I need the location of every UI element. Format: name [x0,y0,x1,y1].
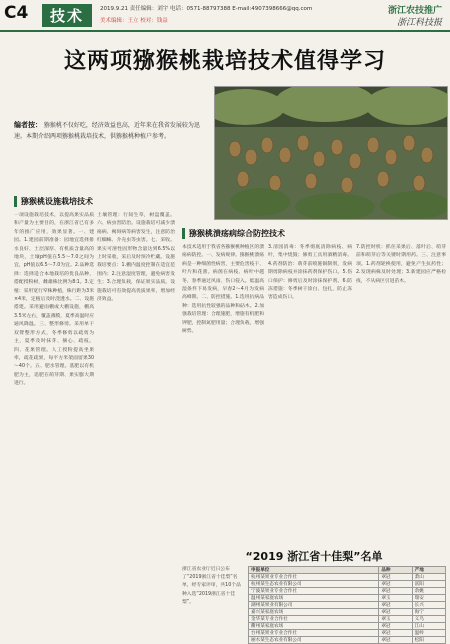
table-cell: 翠冠 [379,623,412,630]
table-cell: 宁波某果业专业合作社 [249,588,379,595]
table-cell: 富阳 [412,581,445,588]
pear-list-table [248,566,446,644]
table-cell: 江山 [412,623,445,630]
article-column-3: 本技术适用于我省各猕猴桃种植区的溃疡病防控。一、发病规律。猕猴桃溃疡病是一种细菌性病害，主要危害枝干、叶片和花蕾。病菌在病枝、病叶中越冬，春季通过风雨、伤口侵入。低温高湿条件下易发病，早春2～4月为发病高峰期。二、防控措施。1.选用抗病品种：选用抗性较强的品种和砧木。2.加强栽培管理：合理施肥，增施有机肥和钾肥，控制氮肥用量；合理负载，增强树势。 [182,245,264,335]
table-cell: 瑞安 [412,595,445,602]
kiwi-orchard-photo [214,86,448,220]
section-title-facility: 猕猴桃设施栽培技术 [14,196,93,207]
table-cell: 丽水某生态农业有限公司 [249,637,379,644]
header-divider [0,30,450,32]
table-cell: 余姚 [412,588,445,595]
table-cell: 湖州某果业有限公司 [249,602,379,609]
editor-text: 猕猴桃不仅好吃，经济效益也高，近年来在我省发展较为迅速。本期介绍两项猕猴桃栽培技术，供猕猴桃种植户参考。 [14,122,200,140]
article-column-5: 7.防控时机：抓住采果后、落叶后、萌芽前和萌芽后等关键时期用药。三、注意事项。1.药剂轮换使用，避免产生抗药性；2.发现病株及时处理；3.新建园应严格检疫，不从病区引进苗木。 [356,245,446,284]
table-cell: 温州某家庭农场 [249,595,379,602]
table-cell: 衢州某家庭农场 [249,623,379,630]
table-cell: 品种 [379,567,412,574]
table-row [249,609,446,616]
table-cell: 杭州某果业专业合作社 [249,574,379,581]
table-row [249,602,446,609]
table-cell: 翠玉 [379,616,412,623]
section-name: 技术 [42,4,92,27]
table-row [249,623,446,630]
table-cell: 翠玉 [379,595,412,602]
table-cell: 翠冠 [379,588,412,595]
table-cell: 产地 [412,567,445,574]
table-row [249,630,446,637]
table-cell: 翠冠 [379,574,412,581]
table-row [249,595,446,602]
table-cell: 义乌 [412,616,445,623]
table-row [249,637,446,644]
table-cell: 海宁 [412,609,445,616]
article-column-1: 一项设施栽培技术，以提高果实品质和产量为主要目的，在浙江省已有多年的推广应用，效果显著。一、建园。1.建园前期准备：园地宜选择排水良好、土层深厚、有机质含量高的地块，土壤pH值在5.5～7.0之间为宜，pH值以6.5～7.0为宜。2.品种选择：选择适合本地栽培的优良品种，搭配授粉树，雌雄株比例为8∶1。3.定植：采用宽行窄株种植，株行距为3米×4米，定植后及时浇透水。二、设施搭建。采用避雨棚或大棚设施，棚高3.5米左右，覆盖薄膜，夏季高温时应通风降温。三、整形修剪。采用单干双臂整形方式，冬季修剪以疏剪为主，夏季及时抹芽、摘心、疏枝。四、花果管理。人工授粉提高坐果率，疏花疏果，每平方米架面留果30～40个。五、肥水管理。基肥以有机肥为主，追肥在萌芽期、果实膨大期进行。 [14,213,94,387]
header-editors: 美术编辑：王立 校对：钱益 [100,18,168,24]
table-cell: 萧山 [412,574,445,581]
main-headline: 这两项猕猴桃栽培技术值得学习 [63,49,386,74]
section-title-canker: 猕猴桃溃疡病综合防控技术 [182,228,285,239]
table-row [249,588,446,595]
pear-list-intro: 浙江省农业厅近日公布了“2019浙江省十佳梨”名单，经专家评审，共10个品种入选“2019浙江省十佳梨”。 [182,567,241,605]
editor-note [14,120,204,190]
header-meta: 2019.9.21 责任编辑：刘宇 电话：0571-88797388 E-mail:4907398666@qq.com [100,6,313,12]
table-cell: 长兴 [412,602,445,609]
article-column-2: 土壤管理：行间生草，树盘覆盖。六、病虫害防治。设施栽培可减少溃疡病、褐斑病等病害发生，注意防治红蜘蛛、介壳虫等虫害。七、采收。果实可溶性固形物含量达到6.5%以上时采收，采后及时预冷贮藏。设施栽培要点：1.棚内温度控制在适宜范围内；2.注意湿度管理，避免病害发生；3.合理负载，保证果实品质。设施栽培可有效提高优质果率，增加经济效益。 [97,213,175,303]
table-row [249,581,446,588]
table-cell: 翠冠 [379,637,412,644]
table-cell: 嘉兴某家庭农场 [249,609,379,616]
table-cell: 杭州某生态农业有限公司 [249,581,379,588]
column-name: 浙江农技推广 [387,6,442,16]
table-cell: 申报单位 [249,567,379,574]
table-row [249,567,446,574]
table-cell: 温岭 [412,630,445,637]
table-cell: 松阳 [412,637,445,644]
table-cell: 翠冠 [379,630,412,637]
table-cell: 翠冠 [379,609,412,616]
newspaper-logo: 浙江科技报 [396,18,442,28]
table-row [249,574,446,581]
pear-list-title: “2019 浙江省十佳梨”名单 [245,550,383,563]
editor-label: 编者按： [14,121,42,129]
table-row [249,616,446,623]
page-header [0,0,450,30]
table-cell: 金华某专业合作社 [249,616,379,623]
table-cell: 翠冠 [379,581,412,588]
article-column-4: 3.清园消毒：冬季彻底清除病枝、病叶，集中烧毁；修剪工具用酒精消毒。4.药剂防治：萌芽前喷施铜制剂，发病期剪除病枝并涂抹药剂保护伤口。5.伤口保护：修剪后及时涂抹保护剂。6.防冻措施：冬季树干涂白、包扎，防止冻害造成伤口。 [268,245,352,301]
section-number: C4 [4,3,29,23]
table-cell: 翠冠 [379,602,412,609]
table-cell: 台州某果业专业合作社 [249,630,379,637]
kiwi-photo-illustration [215,87,447,219]
